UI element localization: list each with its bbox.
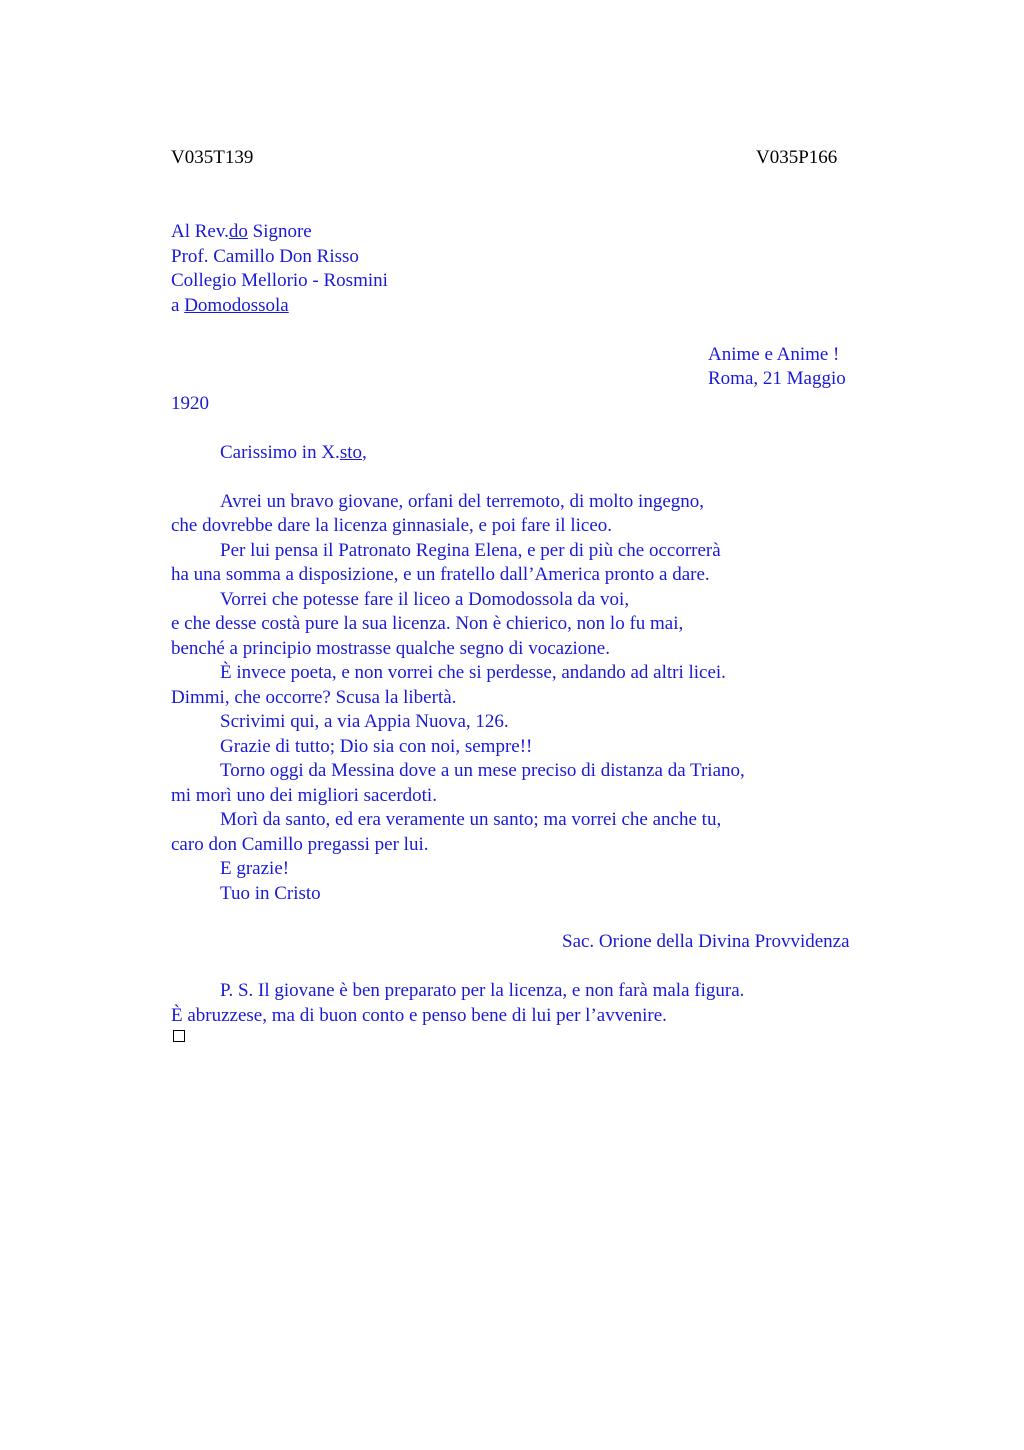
address-line-3: Collegio Mellorio - Rosmini — [171, 270, 388, 291]
body-line: Scrivimi qui, a via Appia Nuova, 126. — [220, 711, 509, 732]
body-line: E grazie! — [220, 858, 290, 879]
address-line-4 — [171, 294, 289, 319]
body-line: Per lui pensa il Patronato Regina Elena, e per di più che occorrerà — [220, 540, 721, 561]
signature: Sac. Orione della Divina Provvidenza — [562, 931, 850, 952]
address-title: Al Rev. — [171, 221, 229, 242]
address-signore: Signore — [247, 221, 312, 242]
body-line: che dovrebbe dare la licenza ginnasiale, e poi fare il liceo. — [171, 515, 612, 536]
body-line: Torno oggi da Messina dove a un mese preciso di distanza da Triano, — [220, 760, 745, 781]
archive-code-left: V035T139 — [171, 147, 254, 168]
salutation-text: Carissimo in X. — [220, 442, 340, 463]
date-year: 1920 — [171, 393, 209, 414]
body-line: e che desse costà pure la sua licenza. Non è chierico, non lo fu mai, — [171, 613, 684, 634]
body-line: mi morì uno dei migliori sacerdoti. — [171, 785, 437, 806]
body-line: Morì da santo, ed era veramente un santo; ma vorrei che anche tu, — [220, 809, 722, 830]
place-date: Roma, 21 Maggio — [708, 368, 846, 389]
address-line-1 — [171, 220, 312, 245]
motto: Anime e Anime ! — [708, 344, 840, 365]
body-line: caro don Camillo pregassi per lui. — [171, 834, 429, 855]
address-a: a — [171, 295, 185, 316]
salutation-comma: , — [362, 442, 367, 463]
body-line: benché a principio mostrasse qualche segno di vocazione. — [171, 638, 610, 659]
salutation — [220, 441, 367, 466]
body-line: Vorrei che potesse fare il liceo a Domodossola da voi, — [220, 589, 630, 610]
body-line: ha una somma a disposizione, e un fratello dall’America pronto a dare. — [171, 564, 710, 585]
address-abbrev: do — [228, 221, 248, 242]
salutation-abbrev: sto — [339, 442, 362, 463]
closing: Tuo in Cristo — [220, 883, 321, 904]
body-line: Dimmi, che occorre? Scusa la libertà. — [171, 687, 457, 708]
body-line: Avrei un bravo giovane, orfani del terremoto, di molto ingegno, — [220, 491, 705, 512]
postscript-line: P. S. Il giovane è ben preparato per la licenza, e non farà mala figura. — [220, 980, 745, 1001]
address-line-2: Prof. Camillo Don Risso — [171, 246, 359, 267]
postscript-line: È abruzzese, ma di buon conto e penso bene di lui per l’avvenire. — [171, 1005, 667, 1026]
address-place: Domodossola — [184, 295, 289, 316]
body-line: Grazie di tutto; Dio sia con noi, sempre!! — [220, 736, 533, 757]
archive-code-right: V035P166 — [756, 147, 838, 168]
end-marker-square — [173, 1030, 185, 1042]
body-line: È invece poeta, e non vorrei che si perdesse, andando ad altri licei. — [220, 662, 726, 683]
